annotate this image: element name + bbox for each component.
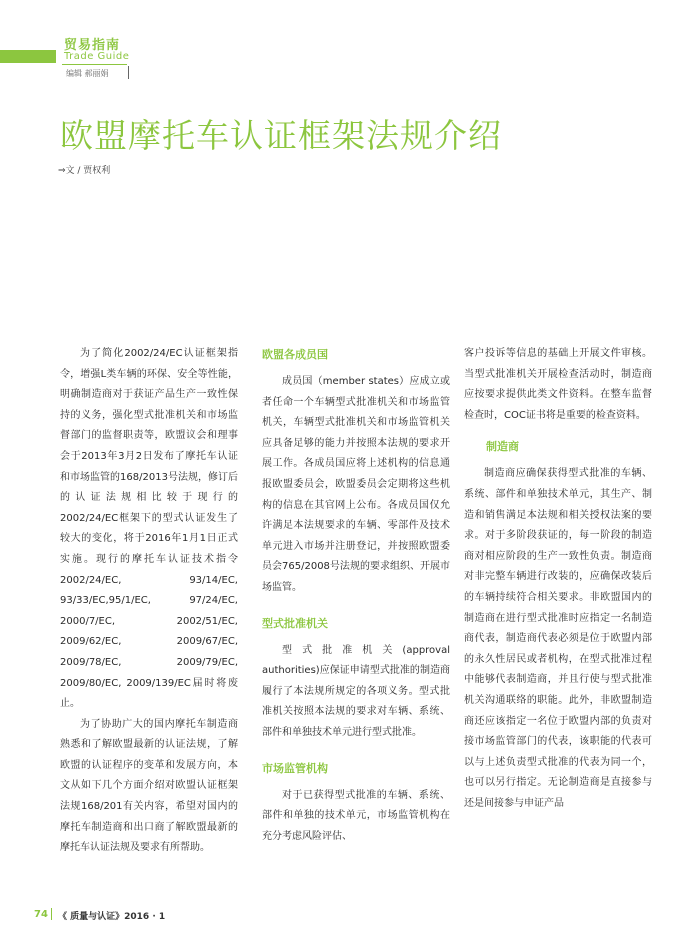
section-title-en: Trade Guide — [64, 51, 130, 62]
paragraph: 为了简化2002/24/EC认证框架指令，增强L类车辆的环保、安全等性能，明确制造商对于获证产品生产一致性保持的义务，强化型式批准机关和市场监督部门的监督职责等，欧盟议会和理事会于2013年3月2日发布了摩托车认证和市场监管的168/2013号法规，修订后的认证法规相比较于现行的2002/24/EC框架下的型式认证发生了较大的变化，将于2016年1月1日正式实施。现行的摩托车认证技术指令2002/24/EC, 93/14/EC, 93/33/EC,95/1/EC, 97/24/EC, 2000/7/EC, 2002/51/EC, 2009/62/EC, 2009/67/EC, 2009/78/EC, 2009/79/EC, 2009/80/EC, 2009/139/EC届时将废止。 — [60, 348, 238, 710]
page-number: 74 — [34, 909, 48, 920]
article-byline: ⇒文 / 贾权利 — [58, 166, 111, 176]
article-column-1 — [60, 344, 238, 859]
editor-divider — [128, 66, 129, 79]
section-heading: 欧盟各成员国 — [262, 348, 328, 361]
paragraph: 型式批准机关(approval authorities)应保证申请型式批准的制造商履行了本法规所规定的各项义务。型式批准机关按照本法规的要求对车辆、系统、部件和单独技术单元进行型式批准。 — [262, 644, 450, 738]
paragraph: 对于已获得型式批准的车辆、系统、部件和单独的技术单元，市场监管机构在充分考虑风险评估、 — [262, 789, 450, 842]
article-column-3 — [464, 344, 652, 814]
section-heading: 制造商 — [486, 440, 519, 454]
section-divider — [62, 64, 127, 65]
paragraph: 成员国（member states）应成立或者任命一个车辆型式批准机关和市场监管机关，车辆型式批准机关和市场监管机关应具备足够的能力并按照本法规的要求开展工作。各成员国应将上述机构的信息通报欧盟委员会，欧盟委员会定期将这些机构的信息在其官网上公布。各成员国仅允许满足本法规要求的车辆、零部件及技术单元进入市场并注册登记，并按照欧盟委员会765/2008号法规的要求组织、开展市场监管。 — [262, 376, 450, 593]
editor-credit: 编辑 郝丽娟 — [66, 69, 109, 78]
footer-divider — [51, 908, 52, 920]
paragraph: 制造商应确保获得型式批准的车辆、系统、部件和单独技术单元，其生产、制造和销售满足本法规和相关授权法案的要求。对于多阶段获证的，每一阶段的制造商对相应阶段的生产一致性负责。制造商对非完整车辆进行改装的，应确保改装后的车辆持续符合相关要求。非欧盟国内的制造商在进行型式批准时应指定一名制造商代表，制造商代表必须是位于欧盟内部的永久性居民或者机构，在型式批准过程中能够代表制造商，并且行使与型式批准机关沟通联络的职能。此外，非欧盟制造商还应该指定一名位于欧盟内部的负责对接市场监管部门的代表，该职能的代表可以与上述负责型式批准的代表为同一个，也可以另行指定。无论制造商是直接参与还是间接参与申证产品 — [464, 468, 652, 809]
paragraph: 客户投诉等信息的基础上开展文件审核。当型式批准机关开展检查活动时，制造商应按要求提供此类文件资料。在整车监督检查时，COC证书将是重要的检查资料。 — [464, 348, 652, 421]
journal-name: 《 质量与认证》2016 · 1 — [58, 912, 166, 922]
section-heading: 型式批准机关 — [262, 616, 328, 630]
section-heading: 市场监管机构 — [262, 761, 328, 775]
section-title: 贸易指南 — [64, 38, 121, 53]
paragraph: 为了协助广大的国内摩托车制造商熟悉和了解欧盟最新的认证法规，了解欧盟的认证程序的变革和发展方向，本文从如下几个方面介绍对欧盟认证框架法规168/201有关内容，希望对国内的摩托车制造商和出口商了解欧盟最新的摩托车认证法规及要求有所帮助。 — [60, 718, 238, 854]
article-title: 欧盟摩托车认证框架法规介绍 — [60, 116, 502, 155]
article-column-2 — [262, 344, 450, 847]
section-accent-bar — [0, 50, 56, 63]
